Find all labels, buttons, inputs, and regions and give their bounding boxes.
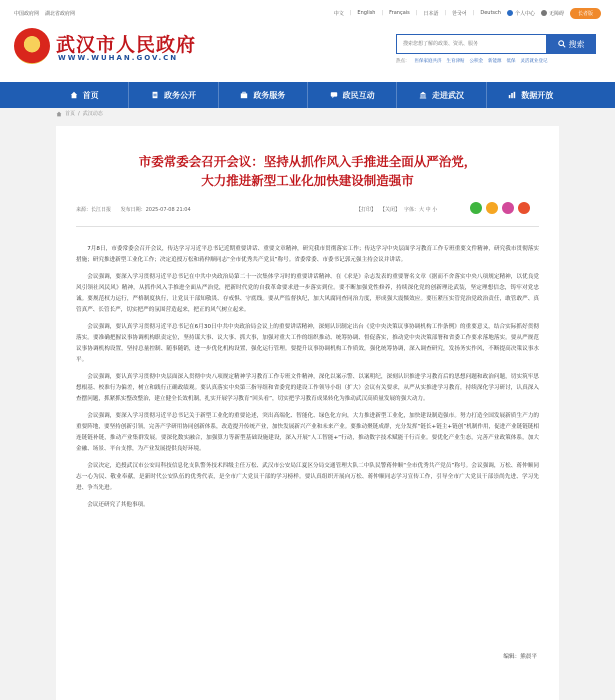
search-icon <box>558 40 566 48</box>
close-button[interactable]: 【关闭】 <box>380 207 401 213</box>
article-tools <box>356 206 437 213</box>
lang-ko[interactable]: 한국어 <box>452 10 467 17</box>
top-right-tools <box>334 8 601 19</box>
article-title <box>56 152 559 190</box>
lang-de[interactable]: Deutsch <box>480 10 501 16</box>
article-paragraph: 会议强调，要认真学习贯彻中央层面深入贯彻中央八项规定精神学习教育工作专班文件精神，深化以案示警、以案明纪，深刻认识推进学习教育后的思想问题和政治问题，切实筑牢思想根基、校准行为偏差，树立和践行正确政绩观。要认真落实中央第三指导组和省委党的建设工作领导小组（扩大）会议有关要求，从严从实推进学习教育，持续深化学习研讨，认真深入查摆问题，抓紧抓实整改整治，建立健全长效机制，扎实开展学习教育“回头看”，切实把学习教育成果转化为推动武汉高质量发展的强大动力。 <box>76 374 539 402</box>
barrier-free-label: 无障碍 <box>548 10 564 17</box>
hot-keyword[interactable]: 生育津贴 <box>446 59 465 64</box>
hot-keyword[interactable]: 低保 <box>506 59 516 64</box>
article-paragraph: 会议还研究了其他事项。 <box>87 502 149 508</box>
nav-data-open[interactable] <box>487 82 575 108</box>
hot-keyword[interactable]: 新能源 <box>488 59 502 64</box>
article-paragraph: 会议强调，要深入学习贯彻习近平总书记在中共中央政治局第二十一次集体学习时的重要讲话精神、在《求是》杂志发表的重要署名文章《据而不舍落实中央八项规定精神，以优良党风引领社风民风》精神，从抓作风入手推进全面从严治党，把新时代党的自我革命要求进一步落实到位。要不断加强党性修养，持续深化党的创新理论武装，坚定理想信念，铸牢对党忠诚。要规范权力运行，严格制度执行，让党员干部知敬畏、存戒惧、守底线。要从严监督执纪，加大风腐同查同治力度，形成强大震慑效应。要压紧压实管党治党政治责任，敢管敢严、真管真严、长管长严，切实把严的氛围营造起来，把正的风气树立起来。 <box>76 274 539 313</box>
lang-fr[interactable]: Français <box>389 10 410 16</box>
nav-gov-service[interactable] <box>219 82 308 108</box>
hot-keyword[interactable]: 医保家庭共济 <box>414 59 442 64</box>
lang-separator: | <box>472 10 475 16</box>
article-title-line: 大力推进新型工业化加快建设制造强市 <box>201 173 414 188</box>
briefcase-icon <box>240 91 248 99</box>
landmark-icon <box>419 91 427 99</box>
article-title-line: 市委常委会召开会议：坚持从抓作风入手推进全面从严治党， <box>138 154 477 169</box>
article-body <box>76 244 539 517</box>
user-center-label: 个人中心 <box>514 10 535 17</box>
weibo-icon[interactable] <box>518 202 530 214</box>
barrier-free-link[interactable] <box>541 10 564 17</box>
lang-separator: | <box>444 10 447 16</box>
main-nav <box>0 82 615 108</box>
search-input[interactable] <box>396 34 546 54</box>
article-paragraph: 7月8日，市委常委会召开会议，传达学习习近平总书记近期重要讲话、重要文章精神，研究我市贯彻落实工作；传达学习中央层面学习教育工作专班重要文件精神，研究我市贯彻落实措施；研究推进新型工业化工作；决定追授万松和蒋仲顺同志“全市优秀共产党员”称号。省委常委、市委书记郭元强主持会议并讲话。 <box>76 246 539 263</box>
print-button[interactable]: 【打印】 <box>356 207 377 213</box>
lang-ja[interactable]: 日本語 <box>423 10 439 17</box>
search-button[interactable] <box>546 34 596 54</box>
meta-divider <box>76 226 539 227</box>
nav-interaction[interactable] <box>308 82 397 108</box>
site-url: WWW.WUHAN.GOV.CN <box>58 54 179 62</box>
nav-label: 走进武汉 <box>431 90 464 100</box>
article-paragraph: 会议决定，追授武汉市公安局科技信息化支队警务技术四级主任万松、武汉市公安局江夏区分局交通管理大队二中队民警蒋仲顺“全市优秀共产党员”称号。会议强调，万松、蒋仲顺同志一心为民、敬业奉献，是新时代公安队伍的优秀代表，是全市广大党员干部的学习榜样。要认真组织开展向万松、蒋仲顺同志学习宣传工作，引导全市广大党员干部崇尚先进、学习先进、争当先进。 <box>76 463 539 491</box>
user-icon <box>507 10 513 16</box>
breadcrumb-home[interactable]: 首页 <box>65 111 76 117</box>
national-emblem-icon <box>14 28 50 64</box>
lang-zh[interactable]: 中文 <box>333 10 344 17</box>
search-box <box>396 34 596 54</box>
lang-separator: | <box>349 10 352 16</box>
nav-label: 数据开放 <box>521 90 554 100</box>
lang-separator: | <box>415 10 418 16</box>
accessibility-icon <box>541 10 547 16</box>
article-publish-time: 发布日期：2025-07-08 21:04 <box>120 207 191 213</box>
article-source: 来源：长江日报 <box>76 207 112 213</box>
home-icon <box>56 111 62 117</box>
moments-icon[interactable] <box>486 202 498 214</box>
chart-icon <box>508 91 516 99</box>
hot-keyword[interactable]: 灵活就业登记 <box>520 59 548 64</box>
top-strip <box>0 0 615 26</box>
wechat-icon[interactable] <box>470 202 482 214</box>
lang-separator: | <box>381 10 384 16</box>
hot-keywords <box>396 58 548 64</box>
user-center-link[interactable] <box>507 10 535 17</box>
nav-home[interactable] <box>40 82 129 108</box>
article-editor: 编辑：熊晨平 <box>503 654 537 660</box>
lang-en[interactable]: English <box>357 10 376 16</box>
qq-icon[interactable] <box>502 202 514 214</box>
elder-mode-button[interactable]: 长者版 <box>570 8 601 19</box>
hot-label: 热点： <box>396 59 410 64</box>
nav-wuhan[interactable] <box>397 82 486 108</box>
site-title[interactable]: 武汉市人民政府 <box>56 34 197 56</box>
gov-links <box>14 10 75 17</box>
breadcrumb <box>56 110 103 117</box>
nav-label: 政务服务 <box>253 90 286 100</box>
chat-icon <box>330 91 338 99</box>
gov-link-china[interactable]: 中国政府网 <box>14 10 40 17</box>
font-size-control[interactable]: 字体：大 中 小 <box>404 207 438 213</box>
nav-label: 政务公开 <box>163 90 196 100</box>
breadcrumb-current[interactable]: 武汉动态 <box>82 111 103 117</box>
gov-link-hubei[interactable]: 湖北省政府网 <box>45 10 76 17</box>
article-paragraph: 会议强调，要深入学习贯彻习近平总书记关于新型工业化的重要论述，突出高端化、智能化、绿色化方向，大力推进新型工业化，加快建设制造强市。努力打造全国发展新质生产力的重要阵地，要坚持创新引领，完善产学研用协同创新体系，改造提升传统产业，加快发展新兴产业和未来产业。要推动聚链成群，充分发挥“链长+链主+链创”机制作用，促进产业链链链相连链链补链，推动产业集群发展。要深化数实融合，加强算力等新型基础设施建设，深入开展“人工智能+”行动，推动数字技术赋能千行百业。要优化产业生态，完善产业政策体系，加大金融、场景、平台支撑，为产业发展提供良好环境。 <box>76 413 539 452</box>
nav-gov-open[interactable] <box>129 82 218 108</box>
nav-label: 首页 <box>82 90 99 100</box>
article-card <box>56 126 559 700</box>
site-header <box>0 26 615 82</box>
article-meta <box>76 206 199 213</box>
home-icon <box>70 91 78 99</box>
search-button-label: 搜索 <box>568 39 585 49</box>
document-icon <box>151 91 159 99</box>
breadcrumb-separator: / <box>78 110 80 117</box>
article-paragraph: 会议强调，要认真学习贯彻习近平总书记在6月30日中共中央政治局会议上的重要讲话精神，深刻认识制定出台《党中央决策议事协调机构工作条例》的重要意义，结合实际抓好贯彻落实。要准确把握议事协调机构职责定位，坚持谋大事、议大事、抓大事，加强对重大工作的组织推动、统筹协调、督促落实，推动党中央决策部署和省委工作要求落地落实。要从严规范议事协调机构设置，坚持总量控制、随事随销，进一步优化机构设置，强化运行管理。要提升议事协调机构工作质效，强化统筹协调，深入调查研究，发扬务实作风，不断提高决策议事水平。 <box>76 324 539 363</box>
hot-keyword[interactable]: 公积金 <box>469 59 483 64</box>
share-buttons <box>470 202 530 214</box>
nav-label: 政民互动 <box>342 90 375 100</box>
